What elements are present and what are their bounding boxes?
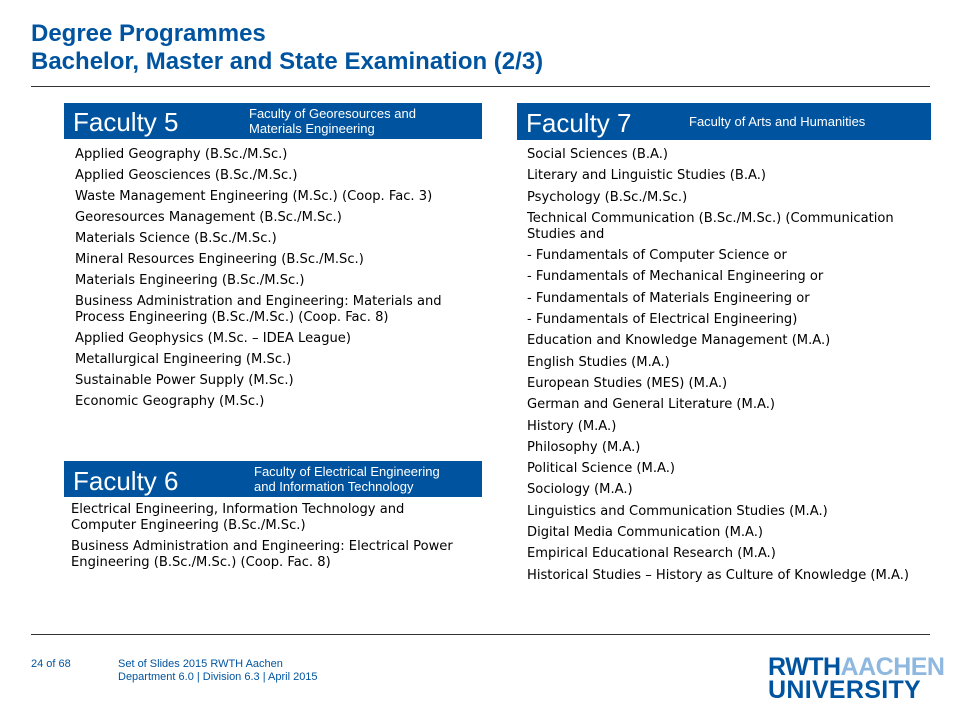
programme-item: - Fundamentals of Computer Science or xyxy=(527,248,787,264)
programme-item: Political Science (M.A.) xyxy=(527,461,675,477)
programme-item: Sustainable Power Supply (M.Sc.) xyxy=(75,373,294,388)
logo-rwth: RWTH xyxy=(768,653,841,681)
programme-item: Metallurgical Engineering (M.Sc.) xyxy=(75,352,292,367)
footer-info xyxy=(118,658,318,684)
faculty-7-programme-list xyxy=(527,147,912,589)
faculty-5-programme-list xyxy=(75,147,470,415)
programme-item: German and General Literature (M.A.) xyxy=(527,397,775,413)
faculty-5-name-line-1: Faculty of Georesources and xyxy=(249,106,416,121)
programme-item: - Fundamentals of Materials Engineering or xyxy=(527,290,810,306)
programme-item: Social Sciences (B.A.) xyxy=(527,147,668,162)
faculty-6-name-line-2: and Information Technology xyxy=(254,479,414,494)
programme-item: Philosophy (M.A.) xyxy=(527,439,641,455)
programme-item: Materials Science (B.Sc./M.Sc.) xyxy=(75,231,277,246)
programme-item: - Fundamentals of Mechanical Engineering or xyxy=(527,269,824,285)
programme-item: Electrical Engineering, Information Technology and Computer Engineering (B.Sc./M.Sc.) xyxy=(71,502,405,533)
faculty-5-number: Faculty 5 xyxy=(73,107,179,137)
faculty-6-name-line-1: Faculty of Electrical Engineering xyxy=(254,464,440,479)
faculty-5-name xyxy=(249,106,416,136)
programme-item: Mineral Resources Engineering (B.Sc./M.Sc.) xyxy=(75,252,364,267)
logo-aachen: AACHEN xyxy=(840,653,945,681)
faculty-7-name-line-1: Faculty of Arts and Humanities xyxy=(689,114,866,129)
programme-item: Empirical Educational Research (M.A.) xyxy=(527,546,776,562)
faculty-6-programme-list xyxy=(71,502,456,576)
programme-item: Economic Geography (M.Sc.) xyxy=(75,394,265,409)
faculty-5-name-line-2: Materials Engineering xyxy=(249,121,375,136)
programme-item: Applied Geosciences (B.Sc./M.Sc.) xyxy=(75,168,298,183)
programme-item: - Fundamentals of Electrical Engineering) xyxy=(527,312,798,328)
rwth-logo xyxy=(768,653,945,704)
programme-item: European Studies (MES) (M.A.) xyxy=(527,375,728,391)
programme-item: Technical Communication (B.Sc./M.Sc.) (Communication Studies and xyxy=(527,210,894,242)
footer-line-1: Set of Slides 2015 RWTH Aachen xyxy=(118,658,283,670)
programme-item: Digital Media Communication (M.A.) xyxy=(527,525,764,541)
programme-item: Applied Geophysics (M.Sc. – IDEA League) xyxy=(75,331,351,346)
programme-item: Waste Management Engineering (M.Sc.) (Coop. Fac. 3) xyxy=(75,189,433,204)
faculty-7-header xyxy=(517,103,931,140)
faculty-6-header xyxy=(64,461,482,497)
programme-item: Sociology (M.A.) xyxy=(527,482,633,498)
logo-university: UNIVERSITY xyxy=(768,676,922,704)
programme-item: Psychology (B.Sc./M.Sc.) xyxy=(527,189,688,205)
slide-title xyxy=(31,20,543,76)
title-line-1: Degree Programmes xyxy=(31,20,266,47)
faculty-6-number: Faculty 6 xyxy=(73,466,179,496)
faculty-7-name xyxy=(689,114,865,129)
footer-divider xyxy=(31,634,930,635)
programme-item: Materials Engineering (B.Sc./M.Sc.) xyxy=(75,273,305,288)
page-number: 24 of 68 xyxy=(31,658,71,670)
programme-item: Business Administration and Engineering: Materials and Process Engineering (B.Sc./M.Sc.) (Coop. Fac. 8) xyxy=(75,294,442,325)
programme-item: Historical Studies – History as Culture of Knowledge (M.A.) xyxy=(527,567,910,583)
programme-item: Business Administration and Engineering: Electrical Power Engineering (B.Sc./M.Sc.) (Coop. Fac. 8) xyxy=(71,539,453,570)
programme-item: English Studies (M.A.) xyxy=(527,354,670,370)
programme-item: Applied Geography (B.Sc./M.Sc.) xyxy=(75,147,288,162)
title-line-2: Bachelor, Master and State Examination (2/3) xyxy=(31,48,544,75)
programme-item: Georesources Management (B.Sc./M.Sc.) xyxy=(75,210,342,225)
programme-item: Linguistics and Communication Studies (M.A.) xyxy=(527,503,828,519)
faculty-6-name xyxy=(254,464,440,494)
faculty-7-number: Faculty 7 xyxy=(526,108,632,138)
programme-item: Education and Knowledge Management (M.A.) xyxy=(527,333,831,349)
programme-item: Literary and Linguistic Studies (B.A.) xyxy=(527,168,767,184)
footer-line-2: Department 6.0 | Division 6.3 | April 2015 xyxy=(118,671,318,683)
faculty-5-header xyxy=(64,103,482,139)
programme-item: History (M.A.) xyxy=(527,418,617,434)
header-divider xyxy=(31,86,930,87)
